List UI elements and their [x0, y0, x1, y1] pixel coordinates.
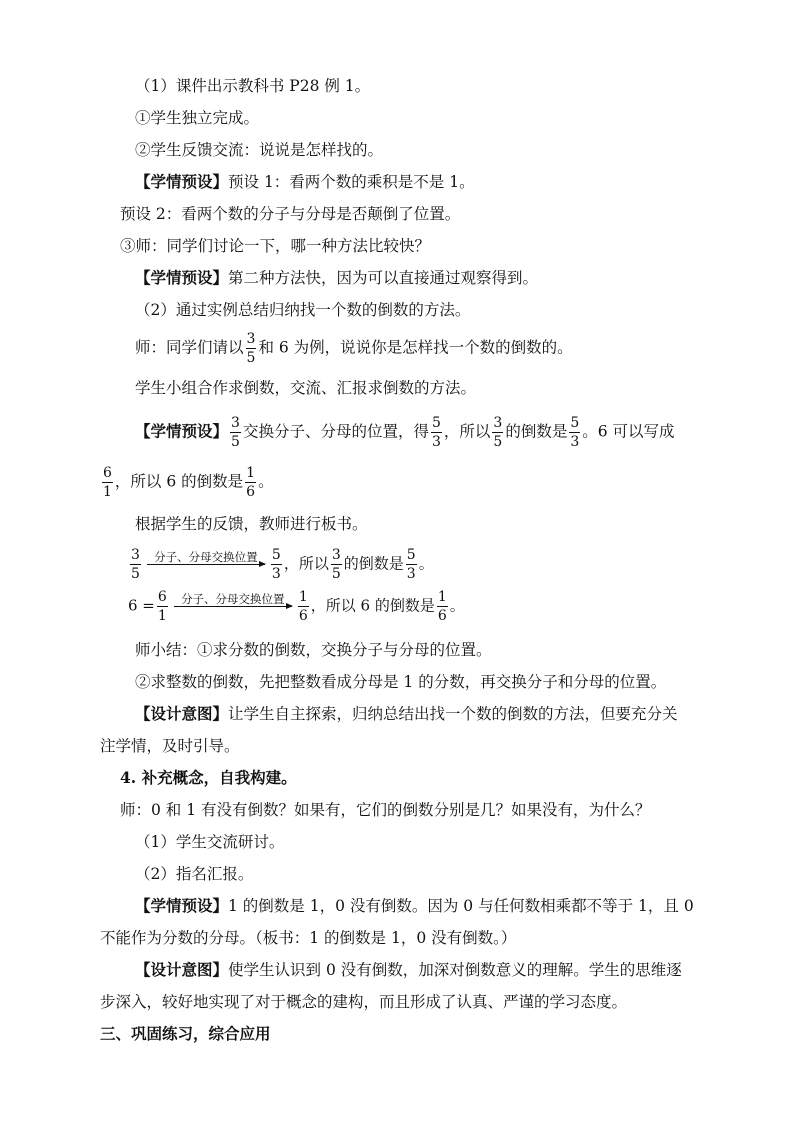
- text-line: [135, 895, 694, 917]
- fraction: $\frac{1}{6}$: [246, 465, 256, 500]
- section-heading: 三、巩固练习，综合应用: [100, 1024, 271, 1043]
- arrow-label: 分子、分母交换位置: [154, 549, 258, 564]
- fraction: $\frac{6}{1}$: [103, 465, 112, 500]
- section-tag: 【设计意图】: [135, 960, 229, 979]
- text-line: [135, 171, 475, 193]
- text-line: （2）指名汇报。: [135, 865, 254, 883]
- fraction: $\frac{3}{5}$: [231, 415, 240, 450]
- text-line: 预设 2：看两个数的分子与分母是否颠倒了位置。: [120, 205, 461, 223]
- fraction: $\frac{1}{6}$: [437, 589, 447, 624]
- line-text: 6 =: [128, 596, 155, 615]
- fraction: $\frac{5}{3}$: [431, 415, 441, 450]
- text-line: 师小结：①求分数的倒数，交换分子与分母的位置。: [135, 641, 492, 659]
- line-text: 师：同学们请以: [135, 338, 244, 357]
- fraction: $\frac{5}{3}$: [570, 415, 580, 450]
- text-line: （1）课件出示教科书 P28 例 1。: [135, 77, 371, 95]
- fraction: $\frac{5}{3}$: [406, 547, 416, 582]
- section-tag: 【学情预设】: [135, 896, 229, 915]
- board-equation-1: [128, 548, 434, 581]
- text-line: ③师：同学们讨论一下，哪一种方法比较快？: [120, 237, 431, 255]
- line-text: ，所以: [443, 422, 491, 441]
- fraction: $\frac{6}{1}$: [157, 589, 167, 624]
- text-line: [135, 267, 538, 289]
- line-text: 。: [258, 472, 274, 491]
- section-tag: 【学情预设】: [135, 421, 229, 441]
- text-line: （2）通过实例总结归纳找一个数的倒数的方法。: [135, 301, 471, 319]
- fraction: $\frac{3}{5}$: [131, 547, 140, 582]
- line-text: 的倒数是: [505, 422, 568, 441]
- fraction: $\frac{1}{6}$: [298, 589, 308, 624]
- line-text: ，所以: [283, 554, 329, 573]
- text-line: （1）学生交流研讨。: [135, 833, 285, 851]
- text-line: ②求整数的倒数，先把整数看成分母是 1 的分数，再交换分子和分母的位置。: [135, 673, 667, 691]
- text-line: 学生小组合作求倒数，交流、汇报求倒数的方法。: [135, 379, 477, 397]
- line-text: 和 6 为例，说说你是怎样找一个数的倒数的。: [258, 338, 573, 357]
- text-line: 师：0 和 1 有没有倒数？如果有，它们的倒数分别是几？如果没有，为什么？: [120, 801, 651, 819]
- line-text: 1 的倒数是 1，0 没有倒数。因为 0 与任何数相乘都不等于 1，且 0: [228, 897, 694, 915]
- text-line: [135, 332, 573, 365]
- fraction: $\frac{5}{3}$: [271, 547, 281, 582]
- line-text: ，所以 6 的倒数是: [310, 596, 435, 615]
- text-line: ②学生反馈交流：说说是怎样找的。: [135, 141, 384, 159]
- text-line: [135, 703, 678, 725]
- text-line: [100, 466, 274, 499]
- section-tag: 【设计意图】: [135, 704, 229, 723]
- line-text: 预设 1：看两个数的乘积是不是 1。: [228, 173, 475, 191]
- fraction: $\frac{3}{5}$: [493, 415, 503, 450]
- line-text: 交换分子、分母的位置，得: [242, 422, 429, 441]
- line-text: 。: [449, 596, 465, 615]
- transform-arrow: [147, 551, 265, 579]
- text-line: [135, 959, 682, 981]
- section-tag: 【学情预设】: [135, 268, 229, 287]
- line-text: 。6 可以写成: [582, 422, 675, 441]
- line-text: 使学生认识到 0 没有倒数，加深对倒数意义的理解。学生的思维逐: [228, 961, 682, 979]
- text-line: 注学情，及时引导。: [100, 737, 240, 755]
- section-tag: 【学情预设】: [135, 172, 229, 191]
- line-text: ，所以 6 的倒数是: [114, 472, 244, 491]
- text-line: 根据学生的反馈，教师进行板书。: [135, 515, 368, 533]
- text-line: ①学生独立完成。: [135, 109, 260, 127]
- text-line: 不能作为分数的分母。（板书：1 的倒数是 1，0 没有倒数。）: [100, 929, 517, 947]
- arrow-label: 分子、分母交换位置: [181, 591, 285, 606]
- board-equation-2: [128, 590, 465, 623]
- section-heading: 4. 补充概念，自我构建。: [120, 768, 297, 787]
- fraction: $\frac{3}{5}$: [246, 331, 256, 366]
- line-text: 让学生自主探索，归纳总结出找一个数的倒数的方法，但要充分关: [228, 705, 678, 723]
- line-text: 第二种方法快，因为可以直接通过观察得到。: [228, 269, 539, 287]
- transform-arrow: [174, 593, 292, 621]
- text-line: [135, 416, 675, 449]
- line-text: 的倒数是: [343, 554, 404, 573]
- fraction: $\frac{3}{5}$: [331, 547, 341, 582]
- line-text: 。: [418, 554, 434, 573]
- text-line: 步深入，较好地实现了对于概念的建构，而且形成了认真、严谨的学习态度。: [100, 993, 628, 1011]
